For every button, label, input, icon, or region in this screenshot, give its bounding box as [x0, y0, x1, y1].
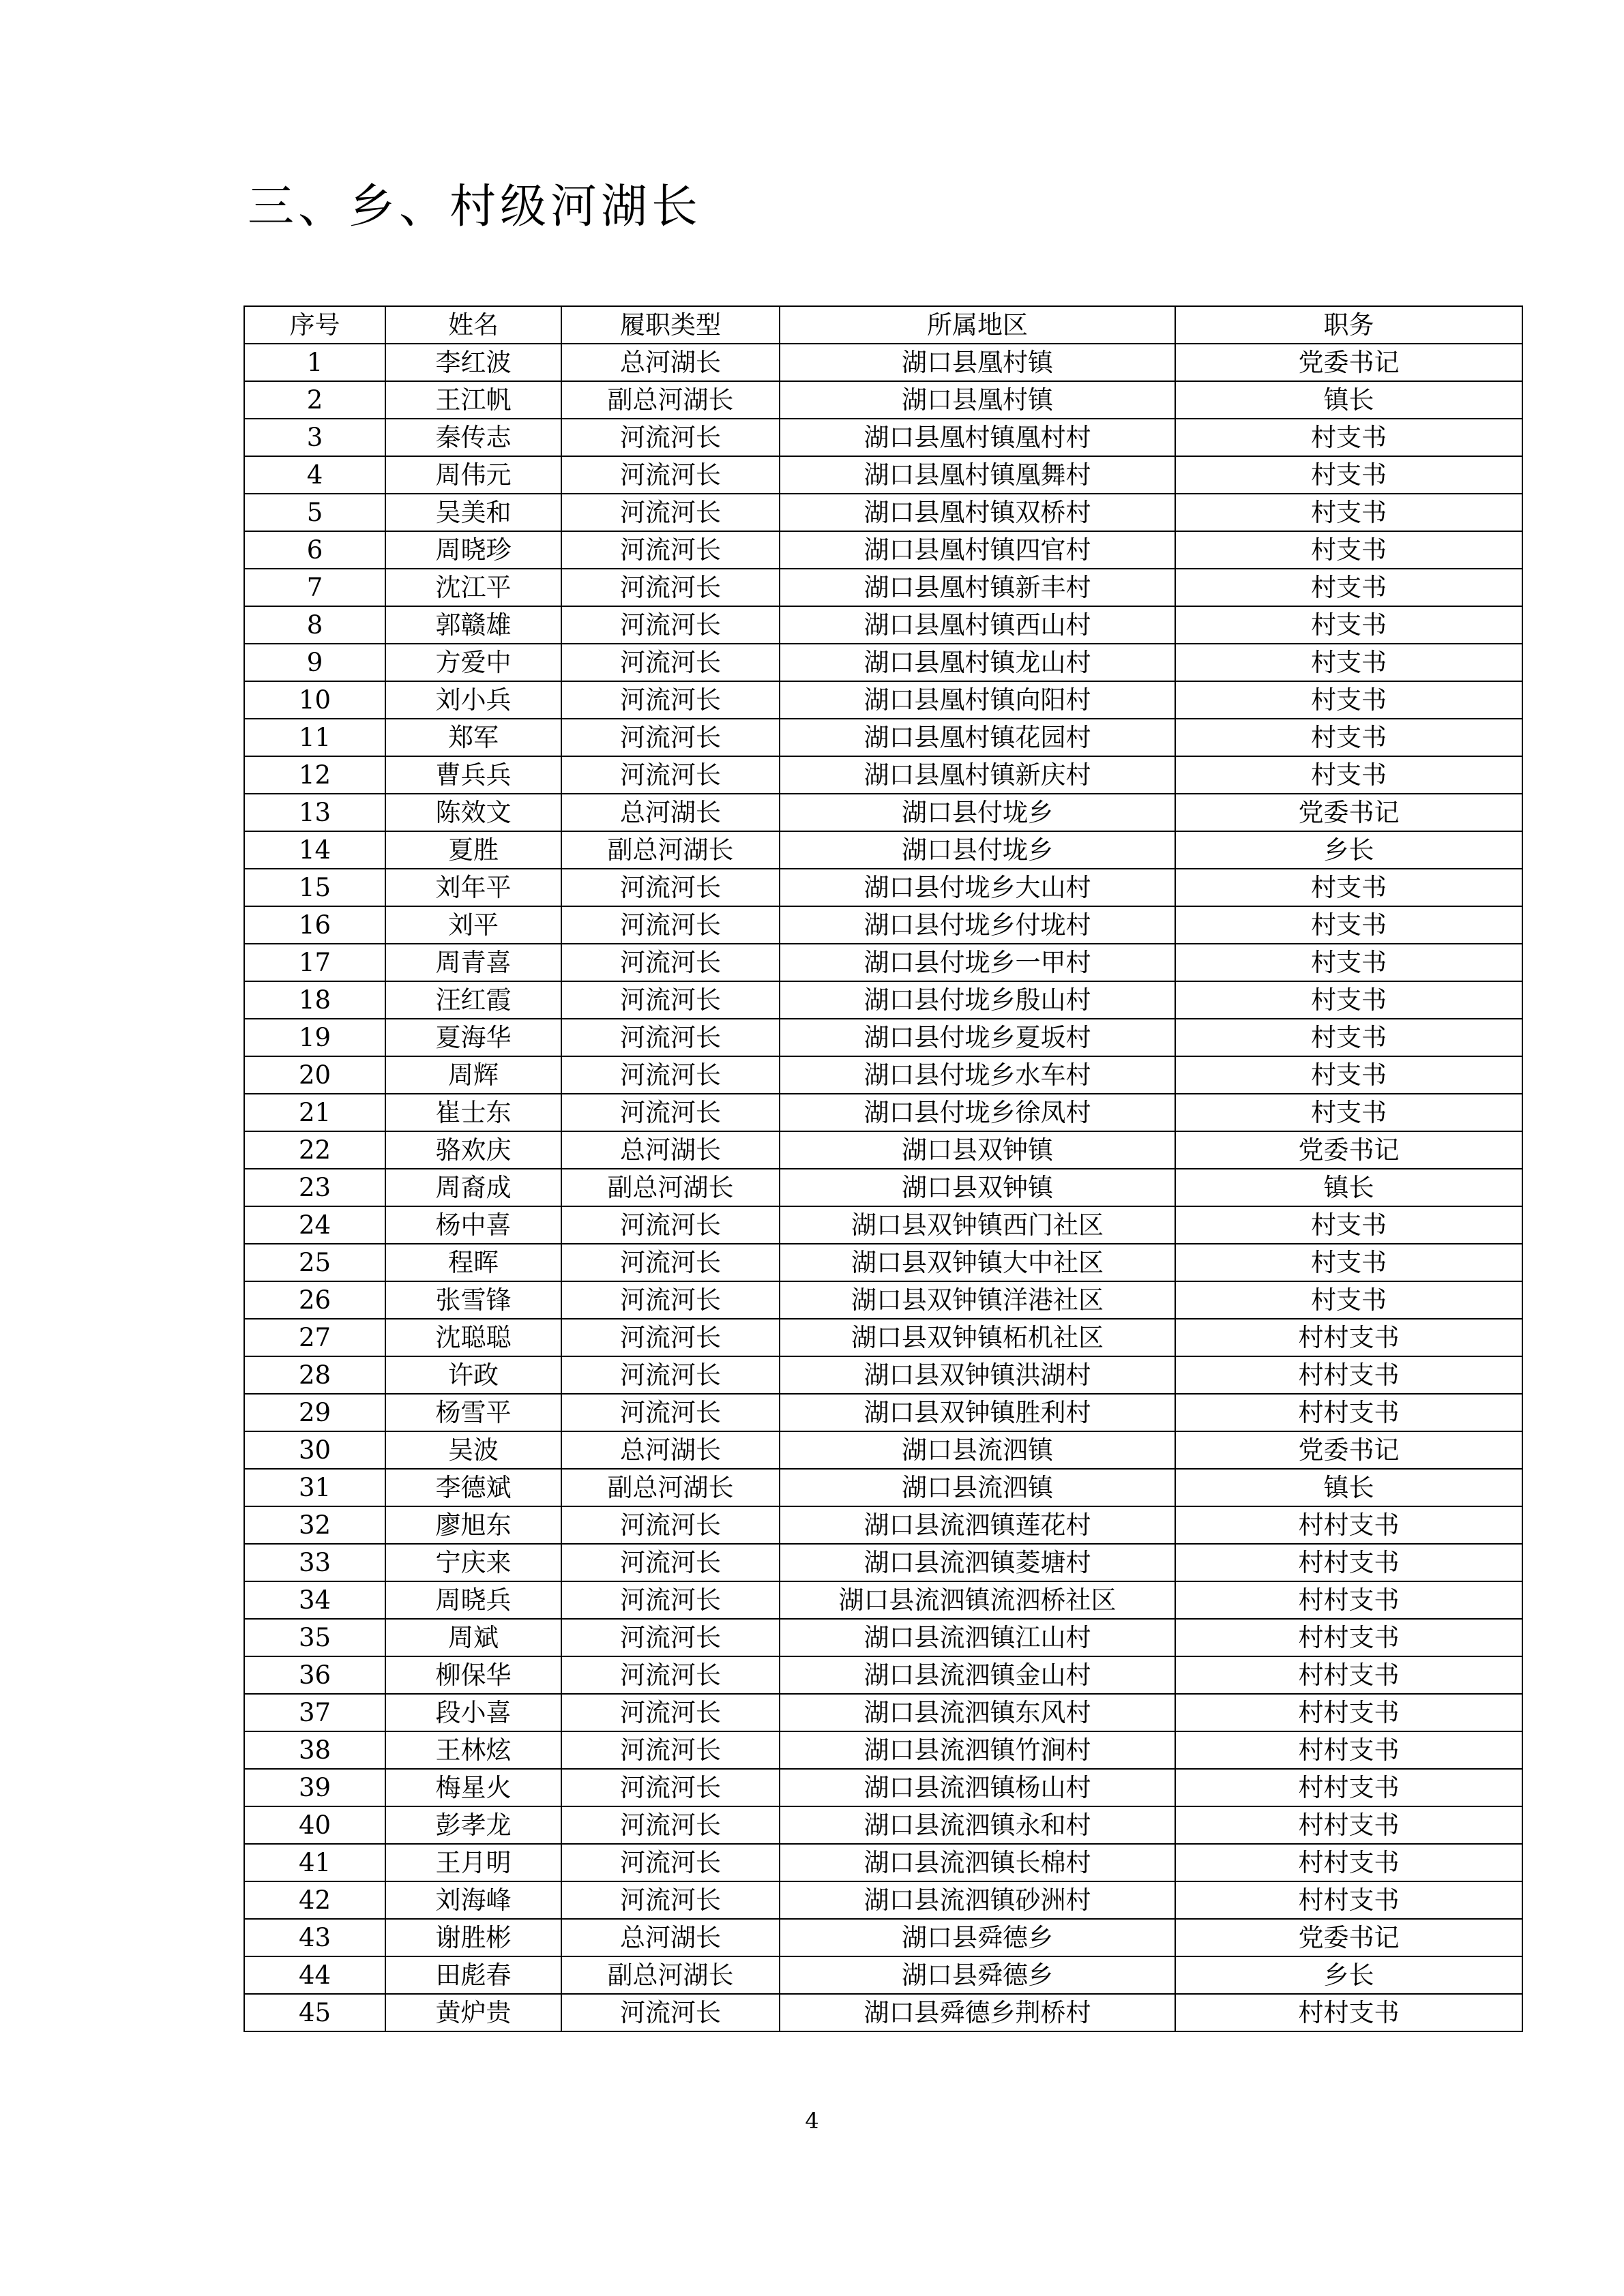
cell-index: 18 — [244, 981, 385, 1019]
cell-position: 党委书记 — [1175, 1431, 1522, 1469]
cell-position: 村支书 — [1175, 1206, 1522, 1244]
table-row — [244, 1319, 1522, 1356]
cell-duty-type: 河流河长 — [561, 869, 780, 906]
cell-position: 村村支书 — [1175, 1806, 1522, 1844]
cell-region: 湖口县凰村镇新丰村 — [780, 569, 1175, 606]
cell-position: 村村支书 — [1175, 1319, 1522, 1356]
table-row — [244, 831, 1522, 869]
cell-region: 湖口县双钟镇大中社区 — [780, 1244, 1175, 1281]
cell-region: 湖口县双钟镇柘机社区 — [780, 1319, 1175, 1356]
cell-position: 村支书 — [1175, 456, 1522, 494]
cell-name: 曹兵兵 — [385, 756, 561, 794]
cell-duty-type: 河流河长 — [561, 1281, 780, 1319]
cell-name: 许政 — [385, 1356, 561, 1394]
cell-duty-type: 河流河长 — [561, 1319, 780, 1356]
cell-duty-type: 副总河湖长 — [561, 1469, 780, 1506]
cell-duty-type: 河流河长 — [561, 569, 780, 606]
column-header-region: 所属地区 — [780, 306, 1175, 344]
cell-position: 村支书 — [1175, 606, 1522, 644]
column-header-duty-type: 履职类型 — [561, 306, 780, 344]
table-row — [244, 1769, 1522, 1806]
table-row — [244, 1019, 1522, 1056]
cell-name: 郑军 — [385, 719, 561, 756]
cell-name: 刘年平 — [385, 869, 561, 906]
cell-name: 方爱中 — [385, 644, 561, 681]
cell-position: 村村支书 — [1175, 1544, 1522, 1581]
cell-position: 村村支书 — [1175, 1619, 1522, 1656]
cell-index: 32 — [244, 1506, 385, 1544]
cell-position: 村村支书 — [1175, 1769, 1522, 1806]
cell-name: 杨雪平 — [385, 1394, 561, 1431]
cell-index: 4 — [244, 456, 385, 494]
cell-duty-type: 河流河长 — [561, 1881, 780, 1919]
table-row — [244, 1431, 1522, 1469]
cell-duty-type: 河流河长 — [561, 606, 780, 644]
cell-name: 王林炫 — [385, 1731, 561, 1769]
cell-duty-type: 河流河长 — [561, 1206, 780, 1244]
cell-index: 21 — [244, 1094, 385, 1131]
cell-region: 湖口县付垅乡殷山村 — [780, 981, 1175, 1019]
cell-index: 9 — [244, 644, 385, 681]
cell-name: 陈效文 — [385, 794, 561, 831]
cell-index: 12 — [244, 756, 385, 794]
cell-region: 湖口县流泗镇 — [780, 1469, 1175, 1506]
cell-name: 梅星火 — [385, 1769, 561, 1806]
cell-duty-type: 河流河长 — [561, 944, 780, 981]
cell-position: 镇长 — [1175, 381, 1522, 419]
table-row — [244, 344, 1522, 381]
cell-index: 19 — [244, 1019, 385, 1056]
cell-position: 村支书 — [1175, 1056, 1522, 1094]
column-header-index: 序号 — [244, 306, 385, 344]
cell-name: 周青喜 — [385, 944, 561, 981]
cell-index: 40 — [244, 1806, 385, 1844]
cell-name: 骆欢庆 — [385, 1131, 561, 1169]
table-row — [244, 1956, 1522, 1994]
cell-region: 湖口县流泗镇金山村 — [780, 1656, 1175, 1694]
cell-position: 村支书 — [1175, 644, 1522, 681]
cell-duty-type: 河流河长 — [561, 1731, 780, 1769]
cell-region: 湖口县流泗镇莲花村 — [780, 1506, 1175, 1544]
cell-index: 1 — [244, 344, 385, 381]
cell-position: 村支书 — [1175, 531, 1522, 569]
cell-index: 27 — [244, 1319, 385, 1356]
cell-name: 吴美和 — [385, 494, 561, 531]
table-row — [244, 1844, 1522, 1881]
cell-duty-type: 河流河长 — [561, 419, 780, 456]
table-row — [244, 681, 1522, 719]
cell-region: 湖口县流泗镇江山村 — [780, 1619, 1175, 1656]
cell-region: 湖口县舜德乡 — [780, 1919, 1175, 1956]
table-header-row — [244, 306, 1522, 344]
cell-position: 村支书 — [1175, 569, 1522, 606]
cell-region: 湖口县流泗镇永和村 — [780, 1806, 1175, 1844]
table-row — [244, 1994, 1522, 2031]
cell-duty-type: 副总河湖长 — [561, 381, 780, 419]
table-row — [244, 1919, 1522, 1956]
cell-index: 20 — [244, 1056, 385, 1094]
cell-duty-type: 总河湖长 — [561, 1431, 780, 1469]
cell-position: 村村支书 — [1175, 1994, 1522, 2031]
cell-duty-type: 河流河长 — [561, 1619, 780, 1656]
cell-region: 湖口县流泗镇东风村 — [780, 1694, 1175, 1731]
cell-duty-type: 总河湖长 — [561, 1919, 780, 1956]
cell-duty-type: 河流河长 — [561, 1806, 780, 1844]
cell-position: 村村支书 — [1175, 1356, 1522, 1394]
cell-region: 湖口县付垅乡水车村 — [780, 1056, 1175, 1094]
cell-name: 沈江平 — [385, 569, 561, 606]
table-row — [244, 719, 1522, 756]
cell-position: 乡长 — [1175, 1956, 1522, 1994]
cell-position: 村支书 — [1175, 419, 1522, 456]
river-chief-table — [243, 305, 1523, 2032]
cell-region: 湖口县舜德乡 — [780, 1956, 1175, 1994]
cell-name: 王月明 — [385, 1844, 561, 1881]
cell-name: 周伟元 — [385, 456, 561, 494]
cell-index: 14 — [244, 831, 385, 869]
cell-region: 湖口县双钟镇洋港社区 — [780, 1281, 1175, 1319]
cell-region: 湖口县付垅乡徐凤村 — [780, 1094, 1175, 1131]
cell-position: 乡长 — [1175, 831, 1522, 869]
cell-index: 35 — [244, 1619, 385, 1656]
table-body — [244, 344, 1522, 2031]
cell-duty-type: 河流河长 — [561, 1506, 780, 1544]
cell-name: 宁庆来 — [385, 1544, 561, 1581]
table-row — [244, 1056, 1522, 1094]
cell-index: 29 — [244, 1394, 385, 1431]
cell-name: 周晓兵 — [385, 1581, 561, 1619]
cell-duty-type: 河流河长 — [561, 1244, 780, 1281]
cell-name: 郭赣雄 — [385, 606, 561, 644]
cell-index: 39 — [244, 1769, 385, 1806]
cell-index: 17 — [244, 944, 385, 981]
cell-duty-type: 河流河长 — [561, 456, 780, 494]
cell-region: 湖口县凰村镇 — [780, 381, 1175, 419]
cell-region: 湖口县付垅乡 — [780, 794, 1175, 831]
cell-index: 13 — [244, 794, 385, 831]
cell-duty-type: 河流河长 — [561, 1019, 780, 1056]
cell-region: 湖口县流泗镇杨山村 — [780, 1769, 1175, 1806]
cell-name: 沈聪聪 — [385, 1319, 561, 1356]
cell-duty-type: 河流河长 — [561, 906, 780, 944]
table-row — [244, 1581, 1522, 1619]
cell-region: 湖口县付垅乡夏坂村 — [780, 1019, 1175, 1056]
cell-position: 村支书 — [1175, 1019, 1522, 1056]
table-row — [244, 794, 1522, 831]
table-row — [244, 419, 1522, 456]
cell-index: 45 — [244, 1994, 385, 2031]
cell-name: 段小喜 — [385, 1694, 561, 1731]
table-row — [244, 1619, 1522, 1656]
cell-name: 李德斌 — [385, 1469, 561, 1506]
table-row — [244, 981, 1522, 1019]
cell-region: 湖口县凰村镇 — [780, 344, 1175, 381]
cell-region: 湖口县付垅乡 — [780, 831, 1175, 869]
cell-name: 黄炉贵 — [385, 1994, 561, 2031]
cell-index: 42 — [244, 1881, 385, 1919]
cell-position: 村村支书 — [1175, 1394, 1522, 1431]
cell-index: 37 — [244, 1694, 385, 1731]
cell-region: 湖口县流泗镇砂洲村 — [780, 1881, 1175, 1919]
cell-name: 周裔成 — [385, 1169, 561, 1206]
cell-name: 周辉 — [385, 1056, 561, 1094]
cell-duty-type: 副总河湖长 — [561, 1956, 780, 1994]
table-row — [244, 1694, 1522, 1731]
cell-name: 刘海峰 — [385, 1881, 561, 1919]
cell-name: 夏胜 — [385, 831, 561, 869]
cell-position: 村村支书 — [1175, 1581, 1522, 1619]
cell-duty-type: 河流河长 — [561, 1844, 780, 1881]
table-row — [244, 381, 1522, 419]
table-header — [244, 306, 1522, 344]
table-row — [244, 1731, 1522, 1769]
page-number: 4 — [805, 2108, 819, 2134]
cell-position: 村支书 — [1175, 681, 1522, 719]
page-heading: 三、乡、村级河湖长 — [248, 180, 703, 234]
cell-region: 湖口县双钟镇洪湖村 — [780, 1356, 1175, 1394]
cell-position: 村村支书 — [1175, 1881, 1522, 1919]
table-row — [244, 1169, 1522, 1206]
table-row — [244, 1394, 1522, 1431]
cell-position: 村支书 — [1175, 869, 1522, 906]
table-row — [244, 756, 1522, 794]
cell-region: 湖口县付垅乡一甲村 — [780, 944, 1175, 981]
table-row — [244, 944, 1522, 981]
cell-region: 湖口县凰村镇双桥村 — [780, 494, 1175, 531]
cell-index: 41 — [244, 1844, 385, 1881]
cell-name: 崔士东 — [385, 1094, 561, 1131]
table-row — [244, 606, 1522, 644]
cell-index: 25 — [244, 1244, 385, 1281]
cell-region: 湖口县凰村镇龙山村 — [780, 644, 1175, 681]
cell-index: 22 — [244, 1131, 385, 1169]
cell-index: 31 — [244, 1469, 385, 1506]
cell-duty-type: 河流河长 — [561, 1356, 780, 1394]
cell-index: 7 — [244, 569, 385, 606]
cell-index: 24 — [244, 1206, 385, 1244]
table-row — [244, 1506, 1522, 1544]
cell-index: 28 — [244, 1356, 385, 1394]
cell-position: 党委书记 — [1175, 794, 1522, 831]
cell-region: 湖口县凰村镇四官村 — [780, 531, 1175, 569]
cell-index: 3 — [244, 419, 385, 456]
table-row — [244, 1206, 1522, 1244]
table-row — [244, 1656, 1522, 1694]
cell-region: 湖口县凰村镇西山村 — [780, 606, 1175, 644]
table-row — [244, 494, 1522, 531]
cell-position: 村支书 — [1175, 756, 1522, 794]
cell-position: 党委书记 — [1175, 1131, 1522, 1169]
cell-index: 33 — [244, 1544, 385, 1581]
cell-region: 湖口县付垅乡付垅村 — [780, 906, 1175, 944]
cell-region: 湖口县付垅乡大山村 — [780, 869, 1175, 906]
cell-position: 村村支书 — [1175, 1656, 1522, 1694]
cell-region: 湖口县双钟镇西门社区 — [780, 1206, 1175, 1244]
table-row — [244, 1244, 1522, 1281]
cell-region: 湖口县双钟镇胜利村 — [780, 1394, 1175, 1431]
cell-index: 34 — [244, 1581, 385, 1619]
cell-index: 36 — [244, 1656, 385, 1694]
cell-duty-type: 河流河长 — [561, 1994, 780, 2031]
cell-region: 湖口县凰村镇向阳村 — [780, 681, 1175, 719]
cell-region: 湖口县凰村镇新庆村 — [780, 756, 1175, 794]
table-row — [244, 906, 1522, 944]
table-row — [244, 1881, 1522, 1919]
cell-duty-type: 河流河长 — [561, 1394, 780, 1431]
cell-index: 10 — [244, 681, 385, 719]
cell-index: 23 — [244, 1169, 385, 1206]
cell-name: 王江帆 — [385, 381, 561, 419]
table-row — [244, 1281, 1522, 1319]
cell-name: 秦传志 — [385, 419, 561, 456]
cell-name: 张雪锋 — [385, 1281, 561, 1319]
cell-index: 2 — [244, 381, 385, 419]
cell-index: 38 — [244, 1731, 385, 1769]
cell-region: 湖口县凰村镇凰村村 — [780, 419, 1175, 456]
cell-index: 5 — [244, 494, 385, 531]
cell-name: 汪红霞 — [385, 981, 561, 1019]
cell-duty-type: 河流河长 — [561, 1544, 780, 1581]
cell-position: 村支书 — [1175, 906, 1522, 944]
cell-duty-type: 河流河长 — [561, 1581, 780, 1619]
cell-position: 村支书 — [1175, 1094, 1522, 1131]
cell-position: 村支书 — [1175, 944, 1522, 981]
table-row — [244, 456, 1522, 494]
cell-position: 村支书 — [1175, 494, 1522, 531]
cell-region: 湖口县双钟镇 — [780, 1131, 1175, 1169]
cell-duty-type: 河流河长 — [561, 531, 780, 569]
cell-region: 湖口县舜德乡荆桥村 — [780, 1994, 1175, 2031]
cell-name: 李红波 — [385, 344, 561, 381]
table-row — [244, 1356, 1522, 1394]
cell-index: 30 — [244, 1431, 385, 1469]
cell-region: 湖口县双钟镇 — [780, 1169, 1175, 1206]
cell-name: 周晓珍 — [385, 531, 561, 569]
table-row — [244, 869, 1522, 906]
cell-index: 16 — [244, 906, 385, 944]
cell-position: 村支书 — [1175, 1244, 1522, 1281]
table-row — [244, 1544, 1522, 1581]
cell-duty-type: 河流河长 — [561, 681, 780, 719]
cell-name: 柳保华 — [385, 1656, 561, 1694]
cell-name: 刘平 — [385, 906, 561, 944]
cell-index: 11 — [244, 719, 385, 756]
cell-index: 43 — [244, 1919, 385, 1956]
cell-region: 湖口县流泗镇 — [780, 1431, 1175, 1469]
cell-duty-type: 河流河长 — [561, 1769, 780, 1806]
cell-index: 6 — [244, 531, 385, 569]
cell-position: 村支书 — [1175, 981, 1522, 1019]
cell-duty-type: 河流河长 — [561, 981, 780, 1019]
table-row — [244, 1806, 1522, 1844]
cell-name: 彭孝龙 — [385, 1806, 561, 1844]
cell-name: 夏海华 — [385, 1019, 561, 1056]
cell-duty-type: 河流河长 — [561, 644, 780, 681]
column-header-name: 姓名 — [385, 306, 561, 344]
cell-region: 湖口县流泗镇长棉村 — [780, 1844, 1175, 1881]
cell-name: 刘小兵 — [385, 681, 561, 719]
table-row — [244, 1469, 1522, 1506]
cell-name: 田彪春 — [385, 1956, 561, 1994]
cell-duty-type: 总河湖长 — [561, 794, 780, 831]
cell-position: 村村支书 — [1175, 1731, 1522, 1769]
cell-name: 杨中喜 — [385, 1206, 561, 1244]
cell-name: 程晖 — [385, 1244, 561, 1281]
cell-duty-type: 河流河长 — [561, 1694, 780, 1731]
cell-position: 镇长 — [1175, 1169, 1522, 1206]
cell-index: 44 — [244, 1956, 385, 1994]
cell-duty-type: 河流河长 — [561, 756, 780, 794]
cell-position: 村村支书 — [1175, 1694, 1522, 1731]
cell-duty-type: 河流河长 — [561, 1056, 780, 1094]
cell-duty-type: 河流河长 — [561, 1094, 780, 1131]
cell-duty-type: 总河湖长 — [561, 1131, 780, 1169]
cell-index: 8 — [244, 606, 385, 644]
cell-index: 15 — [244, 869, 385, 906]
table-row — [244, 1131, 1522, 1169]
cell-index: 26 — [244, 1281, 385, 1319]
cell-region: 湖口县凰村镇花园村 — [780, 719, 1175, 756]
cell-name: 谢胜彬 — [385, 1919, 561, 1956]
cell-position: 村支书 — [1175, 1281, 1522, 1319]
cell-region: 湖口县流泗镇菱塘村 — [780, 1544, 1175, 1581]
cell-position: 村村支书 — [1175, 1844, 1522, 1881]
cell-duty-type: 总河湖长 — [561, 344, 780, 381]
cell-position: 村村支书 — [1175, 1506, 1522, 1544]
cell-position: 镇长 — [1175, 1469, 1522, 1506]
cell-duty-type: 河流河长 — [561, 1656, 780, 1694]
table-row — [244, 531, 1522, 569]
table-row — [244, 1094, 1522, 1131]
cell-region: 湖口县流泗镇竹涧村 — [780, 1731, 1175, 1769]
cell-region: 湖口县凰村镇凰舞村 — [780, 456, 1175, 494]
cell-duty-type: 副总河湖长 — [561, 1169, 780, 1206]
table-row — [244, 569, 1522, 606]
cell-name: 周斌 — [385, 1619, 561, 1656]
column-header-position: 职务 — [1175, 306, 1522, 344]
cell-duty-type: 副总河湖长 — [561, 831, 780, 869]
cell-duty-type: 河流河长 — [561, 719, 780, 756]
cell-position: 村支书 — [1175, 719, 1522, 756]
cell-duty-type: 河流河长 — [561, 494, 780, 531]
cell-name: 吴波 — [385, 1431, 561, 1469]
cell-position: 党委书记 — [1175, 344, 1522, 381]
table-row — [244, 644, 1522, 681]
cell-region: 湖口县流泗镇流泗桥社区 — [780, 1581, 1175, 1619]
cell-position: 党委书记 — [1175, 1919, 1522, 1956]
cell-name: 廖旭东 — [385, 1506, 561, 1544]
